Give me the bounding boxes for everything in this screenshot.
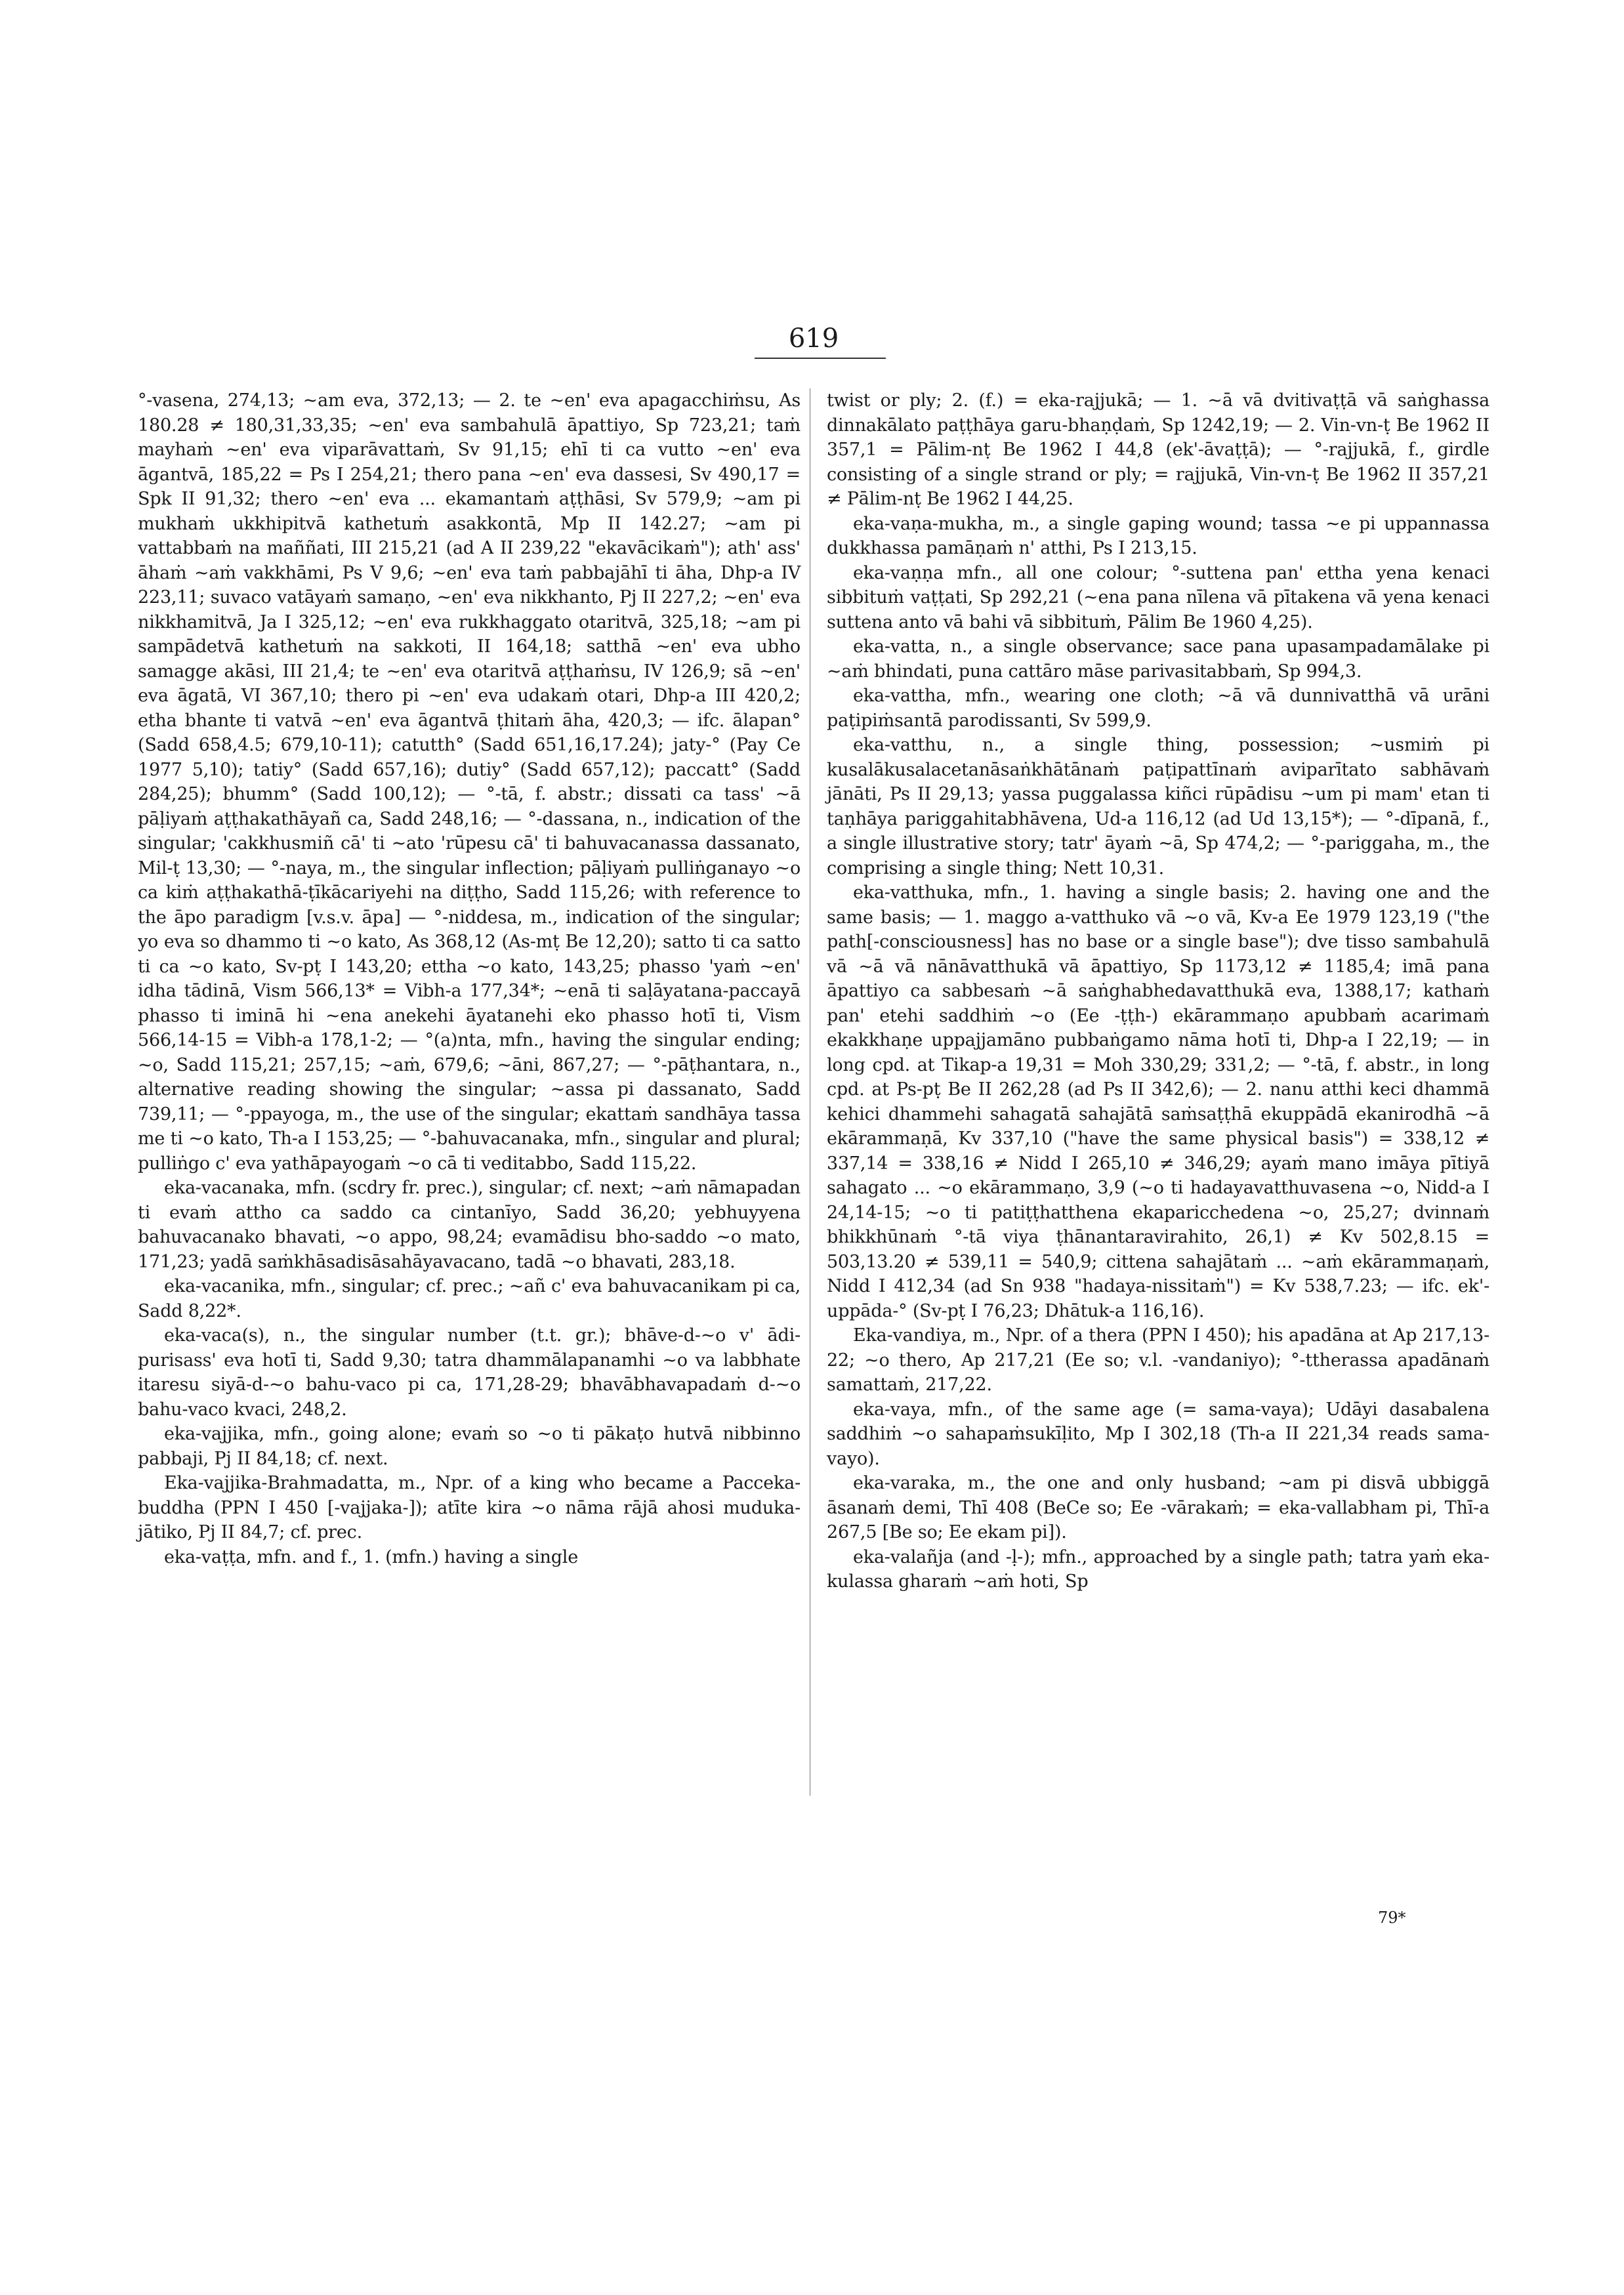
- dictionary-entry: twist or ply; 2. (f.) = eka-rajjukā; — 1. ~ā vā dvitivaṭṭā vā saṅghassa dinnakālato paṭṭhāya garu-bhaṇḍaṁ, Sp 1242,19; — 2. Vin-vn-ṭ Be 1962 II 357,1 = Pālim-nṭ Be 1962 I 44,8 (ek'-āvaṭṭā); — °-rajjukā, f., girdle consisting of a single strand or ply; = rajjukā, Vin-vn-ṭ Be 1962 II 357,21 ≠ Pālim-nṭ Be 1962 I 44,25.: [827, 390, 1489, 509]
- dictionary-entry: Eka-vandiya, m., Npr. of a thera (PPN I 450); his apadāna at Ap 217,13-22; ~o thero, Ap 217,21 (Ee so; v.l. -vandaniyo); °-ttherassa apadānaṁ samattaṁ, 217,22.: [827, 1325, 1489, 1395]
- left-column: [138, 388, 801, 1569]
- dictionary-entry: eka-vaya, mfn., of the same age (= sama-vaya); Udāyi dasabalena saddhiṁ ~o sahapaṁsukīḷito, Mp I 302,18 (Th-a II 221,34 reads sama-vayo).: [827, 1399, 1489, 1469]
- page-number-rule: [755, 358, 886, 359]
- dictionary-entry: eka-vajjika, mfn., going alone; evaṁ so ~o ti pākaṭo hutvā nibbinno pabbaji, Pj II 84,18; cf. next.: [138, 1424, 801, 1469]
- signature-mark: 79*: [1378, 1909, 1406, 1927]
- dictionary-entry: eka-vacanaka, mfn. (scdry fr. prec.), singular; cf. next; ~aṁ nāmapadan ti evaṁ attho ca saddo ca cintanīyo, Sadd 36,20; yebhuyyena bahuvacanako bhavati, ~o appo, 98,24; evamādisu bho-saddo ~o mato, 171,23; yadā saṁkhāsadisāsahāyavacano, tadā ~o bhavati, 283,18.: [138, 1178, 801, 1272]
- dictionary-entry: eka-vaṭṭa, mfn. and f., 1. (mfn.) having a single: [164, 1546, 579, 1567]
- dictionary-entry: eka-vatthu, n., a single thing, possession; ~usmiṁ pi kusalākusalacetanāsaṅkhātānaṁ paṭipattīnaṁ aviparītato sabhāvaṁ jānāti, Ps II 29,13; yassa puggalassa kiñci rūpādisu ~um pi mam' etan ti taṇhāya pariggahitabhāvena, Ud-a 116,12 (ad Ud 13,15*); — °-dīpanā, f., a single illustrative story; tatr' āyaṁ ~ā, Sp 474,2; — °-pariggaha, m., the comprising a single thing; Nett 10,31.: [827, 735, 1489, 879]
- page-number: 619: [788, 323, 839, 354]
- dictionary-entry: eka-vatthuka, mfn., 1. having a single basis; 2. having one and the same basis; — 1. maggo a-vatthuko vā ~o vā, Kv-a Ee 1979 123,19 ("the path[-consciousness] has no base or a single base"); dve tisso sambahulā vā ~ā vā nānāvatthukā vā āpattiyo, Sp 1173,12 ≠ 1185,4; imā pana āpattiyo ca sabbesaṁ ~ā saṅghabhedavatthukā eva, 1388,17; kathaṁ pan' etehi saddhiṁ ~o (Ee -ṭṭh-) ekārammaṇo apubbaṁ acarimaṁ ekakkhaṇe uppajjamāno pubbaṅgamo nāma hotī ti, Dhp-a I 22,19; — in long cpd. at Tikap-a 19,31 = Moh 330,29; 331,2; — °-tā, f. abstr., in long cpd. at Ps-pṭ Be II 262,28 (ad Ps II 342,6); — 2. nanu atthi keci dhammā kehici dhammehi sahagatā sahajātā saṁsaṭṭhā ekuppādā ekanirodhā ~ā ekārammaṇā, Kv 337,10 ("have the same physical basis") = 338,12 ≠ 337,14 = 338,16 ≠ Nidd I 265,10 ≠ 346,29; ayaṁ mano imāya pītiyā sahagato ... ~o ekārammaṇo, 3,9 (~o ti hadayavatthuvasena ~o, Nidd-a I 24,14-15; ~o ti patiṭṭhatthena ekaparicchedena ~o, 25,27; dvinnaṁ bhikkhūnaṁ °-tā viya ṭhānantaravirahito, 26,1) ≠ Kv 502,8.15 = 503,13.20 ≠ 539,11 = 540,9; cittena sahajātaṁ ... ~aṁ ekārammaṇaṁ, Nidd I 412,34 (ad Sn 938 "hadaya-nissitaṁ") = Kv 538,7.23; — ifc. ek'-uppāda-° (Sv-pṭ I 76,23; Dhātuk-a 116,16).: [827, 882, 1489, 1321]
- dictionary-entry: eka-vaca(s), n., the singular number (t.t. gr.); bhāve-d-~o v' ādi-purisass' eva hotī ti, Sadd 9,30; tatra dhammālapanamhi ~o va labbhate itaresu siyā-d-~o bahu-vaco pi ca, 171,28-29; bhavābhavapadaṁ d-~o bahu-vaco kvaci, 248,2.: [138, 1325, 801, 1420]
- dictionary-entry: eka-vattha, mfn., wearing one cloth; ~ā vā dunnivatthā vā urāni paṭipiṁsantā parodissanti, Sv 599,9.: [827, 686, 1489, 731]
- dictionary-entry: eka-vatta, n., a single observance; sace pana upasampadamālake pi ~aṁ bhindati, puna cattāro māse parivasitabbaṁ, Sp 994,3.: [827, 636, 1489, 682]
- dictionary-entry: eka-vaṇa-mukha, m., a single gaping wound; tassa ~e pi uppannassa dukkhassa pamāṇaṁ n' atthi, Ps I 213,15.: [827, 513, 1489, 558]
- dictionary-entry: eka-vaṇṇa mfn., all one colour; °-suttena pan' ettha yena kenaci sibbituṁ vaṭṭati, Sp 292,21 (~ena pana nīlena vā pītakena vā yena kenaci suttena anto vā bahi vā sibbituṁ, Pālim Be 1960 4,25).: [827, 562, 1489, 632]
- dictionary-entry: eka-vacanika, mfn., singular; cf. prec.; ~añ c' eva bahuvacanikam pi ca, Sadd 8,22*.: [138, 1276, 801, 1321]
- dictionary-entry: °-vasena, 274,13; ~am eva, 372,13; — 2. te ~en' eva apagacchiṁsu, As 180.28 ≠ 180,31,33,35; ~en' eva sambahulā āpattiyo, Sp 723,21; taṁ mayhaṁ ~en' eva viparāvattaṁ, Sv 91,15; ehī ti ca vutto ~en' eva āgantvā, 185,22 = Ps I 254,21; thero pana ~en' eva dassesi, Sv 490,17 = Spk II 91,32; thero ~en' eva ... ekamantaṁ aṭṭhāsi, Sv 579,9; ~am pi mukhaṁ ukkhipitvā kathetuṁ asakkontā, Mp II 142.27; ~am pi vattabbaṁ na maññati, III 215,21 (ad A II 239,22 "ekavācikaṁ"); ath' ass' āhaṁ ~aṁ vakkhāmi, Ps V 9,6; ~en' eva taṁ pabbajāhī ti āha, Dhp-a IV 223,11; suvaco vatāyaṁ samaṇo, ~en' eva nikkhanto, Pj II 227,2; ~en' eva nikkhamitvā, Ja I 325,12; ~en' eva rukkhaggato otaritvā, 325,18; ~am pi sampādetvā kathetuṁ na sakkoti, II 164,18; satthā ~en' eva ubho samagge akāsi, III 21,4; te ~en' eva otaritvā aṭṭhaṁsu, IV 126,9; sā ~en' eva āgatā, VI 367,10; thero pi ~en' eva udakaṁ otari, Dhp-a III 420,2; etha bhante ti vatvā ~en' eva āgantvā ṭhitaṁ āha, 420,3; — ifc. ālapan° (Sadd 658,4.5; 679,10-11); catutth° (Sadd 651,16,17.24); jaty-° (Pay Ce 1977 5,10); tatiy° (Sadd 657,16); dutiy° (Sadd 657,12); paccatt° (Sadd 284,25); bhumm° (Sadd 100,12); — °-tā, f. abstr.; dissati ca tass' ~ā pāḷiyaṁ aṭṭhakathāyañ ca, Sadd 248,16; — °-dassana, n., indication of the singular; 'cakkhusmiñ cā' ti ~ato 'rūpesu cā' ti bahuvacanassa dassanato, Mil-ṭ 13,30; — °-naya, m., the singular inflection; pāḷiyaṁ pulliṅganayo ~o ca kiṁ aṭṭhakathā-ṭīkācariyehi na diṭṭho, Sadd 115,26; with reference to the āpo paradigm [v.s.v. āpa] — °-niddesa, m., indication of the singular; yo eva so dhammo ti ~o kato, As 368,12 (As-mṭ Be 12,20); satto ti ca satto ti ca ~o kato, Sv-pṭ I 143,20; ettha ~o kato, 143,25; phasso 'yaṁ ~en' idha tādinā, Vism 566,13* = Vibh-a 177,34*; ~enā ti saḷāyatana-paccayā phasso ti iminā hi ~ena anekehi āyatanehi eko phasso hotī ti, Vism 566,14-15 = Vibh-a 178,1-2; — °(a)nta, mfn., having the singular ending; ~o, Sadd 115,21; 257,15; ~aṁ, 679,6; ~āni, 867,27; — °-pāṭhantara, n., alternative reading showing the singular; ~assa pi dassanato, Sadd 739,11; — °-ppayoga, m., the use of the singular; ekattaṁ sandhāya tassa me ti ~o kato, Th-a I 153,25; — °-bahuvacanaka, mfn., singular and plural; pulliṅgo c' eva yathāpayogaṁ ~o cā ti veditabbo, Sadd 115,22.: [138, 390, 801, 1174]
- right-column: [827, 388, 1489, 1594]
- dictionary-entry: Eka-vajjika-Brahmadatta, m., Npr. of a king who became a Pacceka-buddha (PPN I 450 [-vajjaka-]); atīte kira ~o nāma rājā ahosi muduka-jātiko, Pj II 84,7; cf. prec.: [138, 1473, 801, 1542]
- dictionary-entry: eka-valañja (and -ḷ-); mfn., approached by a single path; tatra yaṁ eka-kulassa gharaṁ ~aṁ hoti, Sp: [827, 1546, 1489, 1592]
- dictionary-entry: eka-varaka, m., the one and only husband; ~am pi disvā ubbiggā āsanaṁ demi, Thī 408 (BeCe so; Ee -vārakaṁ; = eka-vallabham pi, Thī-a 267,5 [Be so; Ee ekam pi]).: [827, 1473, 1489, 1542]
